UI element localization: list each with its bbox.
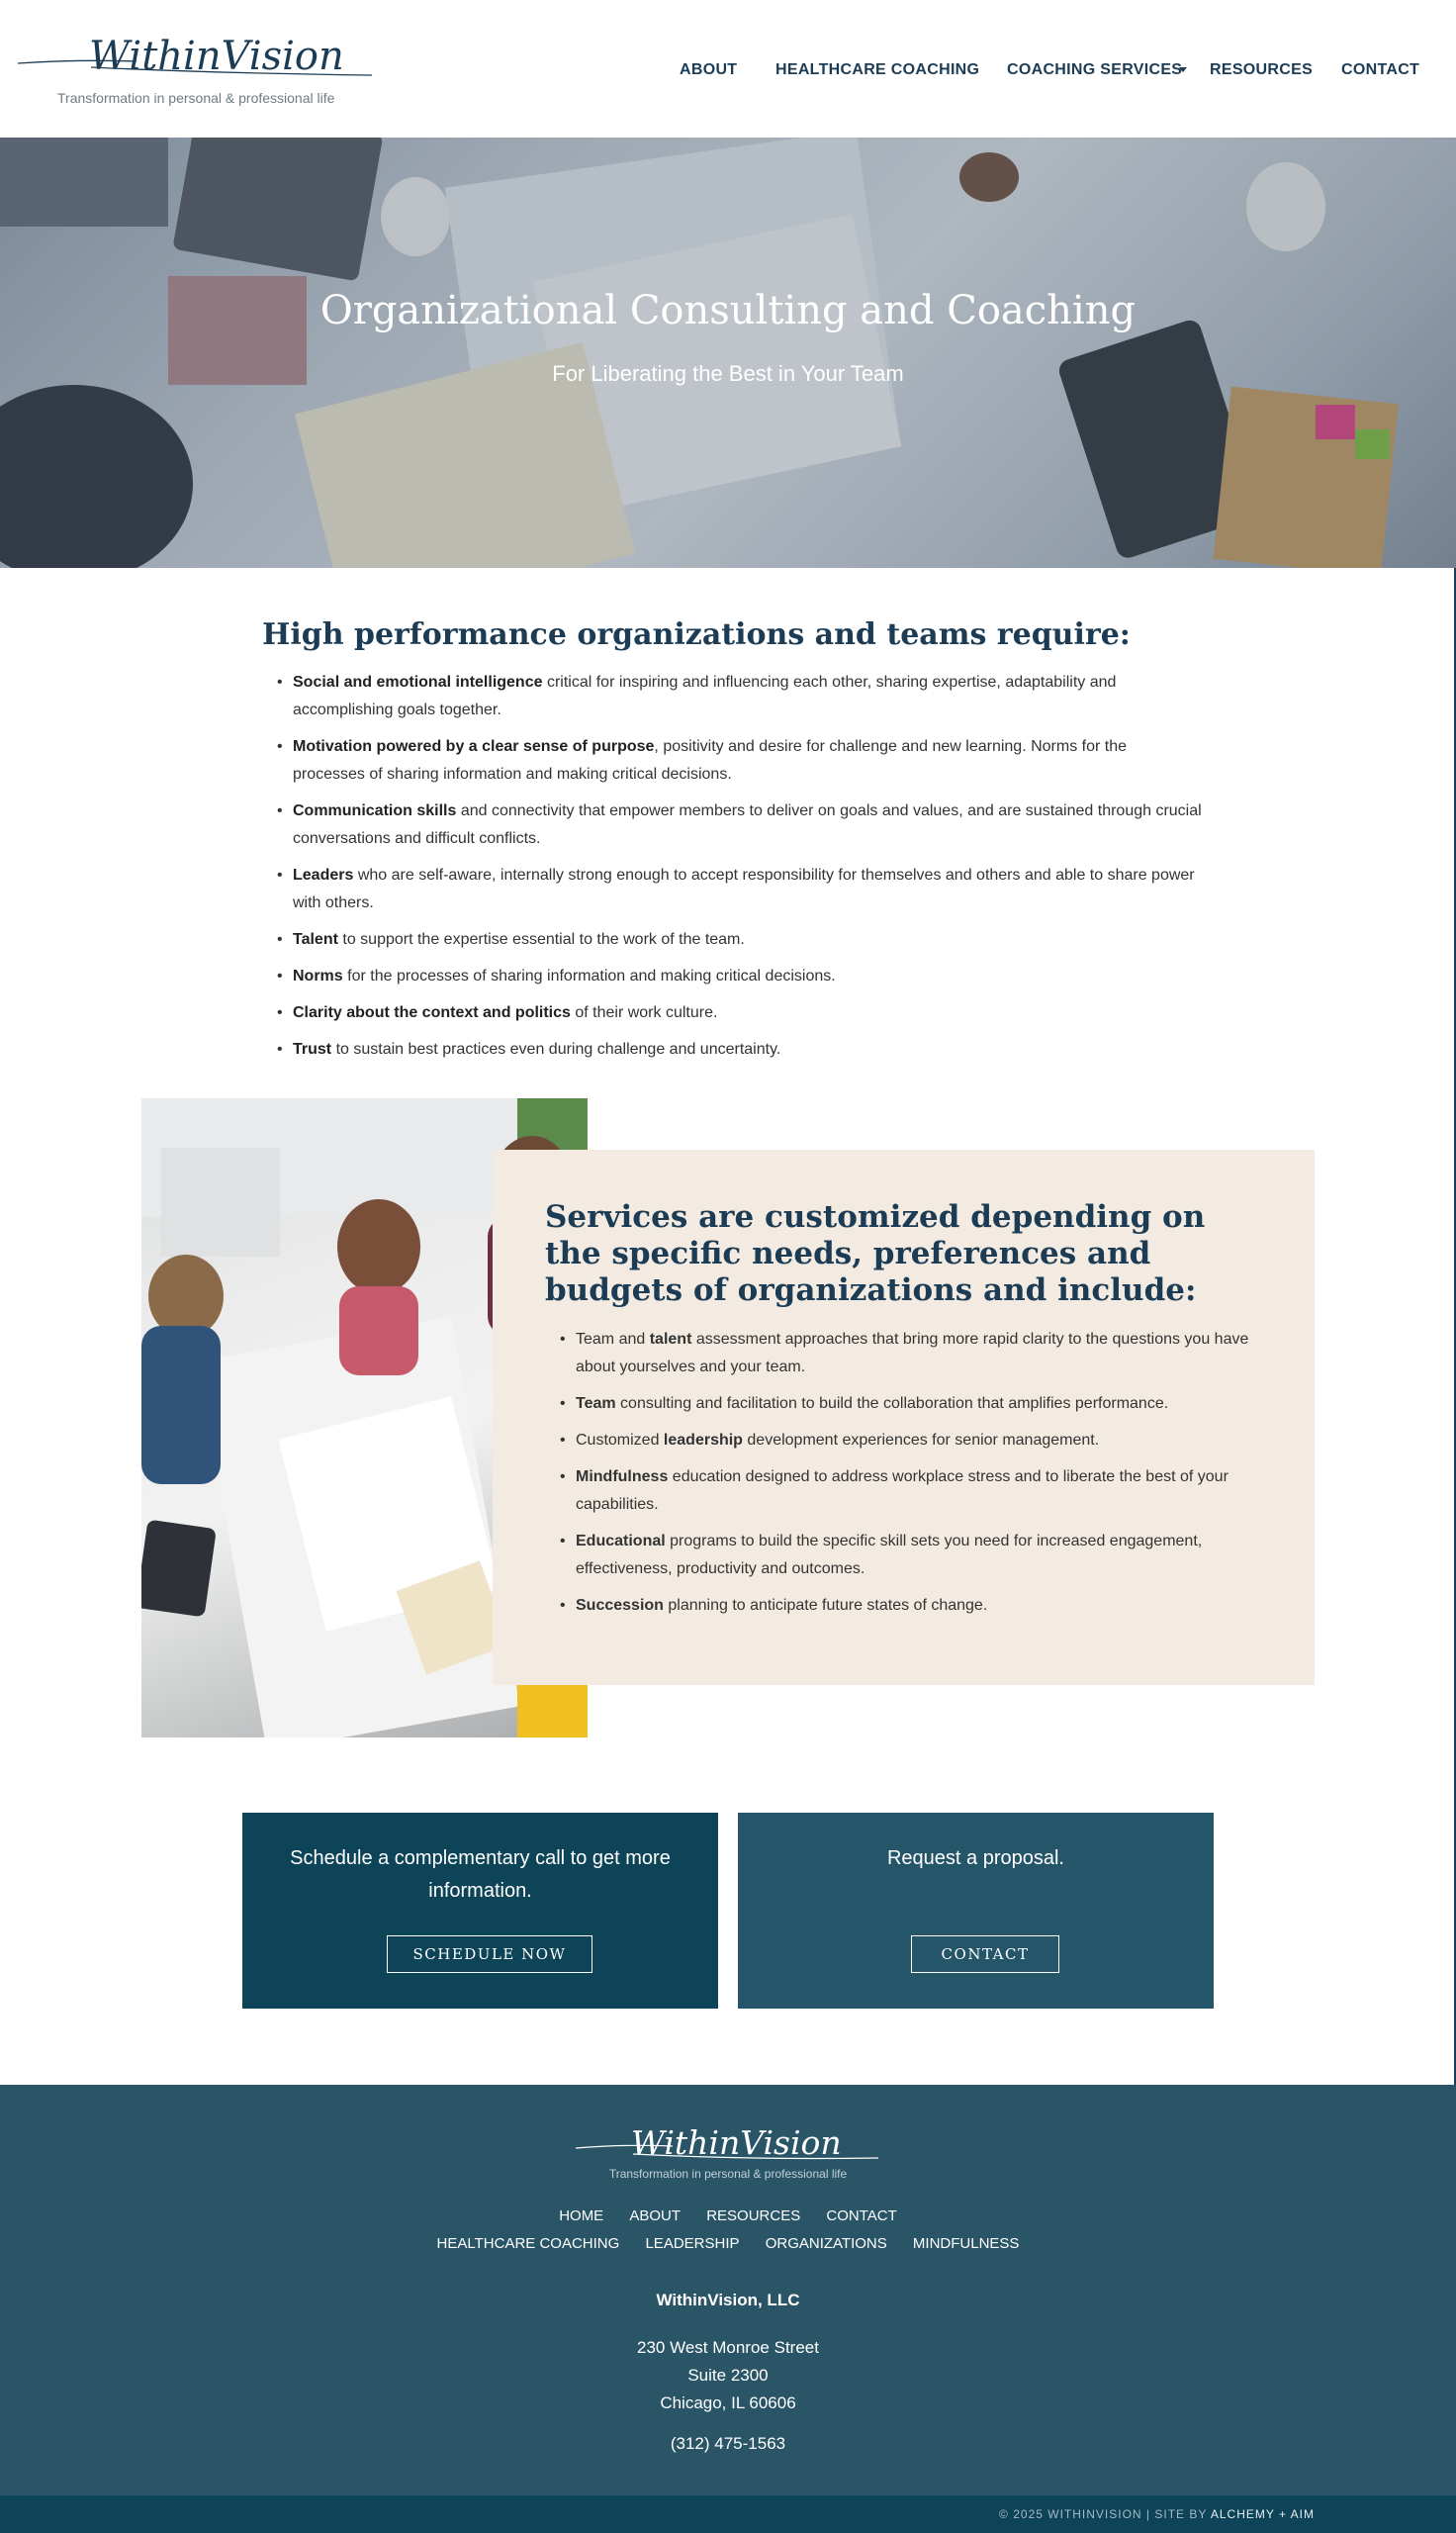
hero-title: Organizational Consulting and Coaching: [319, 288, 1137, 333]
list-item: • Succession planning to anticipate future states of change.: [576, 1592, 1268, 1620]
site-header: [0, 0, 1456, 138]
chevron-down-icon[interactable]: [1179, 67, 1187, 72]
list-item: • Norms for the processes of sharing information and making critical decisions.: [293, 963, 1203, 990]
nav-healthcare-coaching[interactable]: HEALTHCARE COACHING: [775, 61, 980, 78]
copyright-bar: [0, 2495, 1456, 2533]
proposal-cta-text: Request a proposal.: [886, 1847, 1064, 1869]
requirements-list: [293, 669, 1203, 1073]
services-heading: Services are customized depending on the specific needs, preferences and budgets of organizations and include:: [545, 1199, 1206, 1308]
site-credit-link[interactable]: ALCHEMY + AIM: [1210, 2507, 1315, 2521]
footer-company-name: WithinVision, LLC: [656, 2291, 800, 2309]
footer-logo-signature-icon: [574, 2114, 882, 2174]
footer-link-healthcare-coaching[interactable]: HEALTHCARE COACHING: [436, 2235, 620, 2252]
footer-link-about[interactable]: ABOUT: [629, 2207, 682, 2224]
hero-banner: [0, 138, 1456, 568]
list-item: • Trust to sustain best practices even during challenge and uncertainty.: [293, 1036, 1203, 1064]
svg-text:WithinVision: WithinVision: [89, 34, 344, 79]
list-item: • Mindfulness education designed to address workplace stress and to liberate the best of your capabilities.: [576, 1463, 1268, 1519]
nav-about[interactable]: ABOUT: [680, 61, 738, 78]
footer-address: [0, 2334, 1456, 2417]
services-list: [576, 1326, 1268, 1629]
logo-tagline: Transformation in personal & professional life: [57, 90, 335, 106]
list-item: • Clarity about the context and politics of their work culture.: [293, 999, 1203, 1027]
footer-nav-secondary: [0, 2235, 1456, 2252]
schedule-now-button[interactable]: SCHEDULE NOW: [387, 1935, 592, 1973]
list-item: • Team consulting and facilitation to build the collaboration that amplifies performance.: [576, 1390, 1268, 1418]
proposal-cta-card: [738, 1813, 1214, 2009]
footer-link-resources[interactable]: RESOURCES: [706, 2207, 801, 2224]
list-item: • Talent to support the expertise essential to the work of the team.: [293, 926, 1203, 954]
list-item: • Team and talent assessment approaches that bring more rapid clarity to the questions you have about yourselves and your team.: [576, 1326, 1268, 1381]
footer-tagline: Transformation in personal & professional life: [608, 2167, 848, 2181]
contact-button[interactable]: CONTACT: [911, 1935, 1059, 1973]
svg-text:WithinVision: WithinVision: [631, 2123, 842, 2162]
nav-contact[interactable]: CONTACT: [1341, 61, 1420, 78]
list-item: • Leaders who are self-aware, internally strong enough to accept responsibility for themselves and others and able to share power with others.: [293, 862, 1203, 917]
list-item: • Educational programs to build the specific skill sets you need for increased engagement, effectiveness, productivity and outcomes.: [576, 1528, 1268, 1583]
footer-nav-primary: [0, 2207, 1456, 2224]
hero-subtitle: For Liberating the Best in Your Team: [552, 361, 904, 386]
schedule-cta-card: [242, 1813, 718, 2009]
footer-phone[interactable]: (312) 475-1563: [670, 2434, 786, 2453]
footer-link-contact[interactable]: CONTACT: [826, 2207, 897, 2224]
requirements-heading: High performance organizations and teams require:: [262, 617, 1131, 652]
list-item: • Communication skills and connectivity that empower members to deliver on goals and values, and are sustained through crucial conversations and difficult conflicts.: [293, 797, 1203, 853]
footer-link-leadership[interactable]: LEADERSHIP: [645, 2235, 740, 2252]
footer-link-organizations[interactable]: ORGANIZATIONS: [765, 2235, 887, 2252]
list-item: • Customized leadership development experiences for senior management.: [576, 1427, 1268, 1454]
address-line: 230 West Monroe Street: [637, 2338, 819, 2357]
schedule-cta-text: Schedule a complementary call to get more information.: [290, 1847, 671, 1902]
hero-overlay: [0, 138, 1456, 568]
address-line: Chicago, IL 60606: [660, 2393, 796, 2412]
copyright-text: © 2025 WITHINVISION | SITE BY ALCHEMY + AIM: [999, 2507, 1315, 2521]
list-item: • Motivation powered by a clear sense of purpose, positivity and desire for challenge and new learning. Norms for the processes of sharing information and making critical decisions.: [293, 733, 1203, 789]
main-nav: [0, 61, 1456, 85]
nav-resources[interactable]: RESOURCES: [1210, 61, 1314, 78]
footer-link-home[interactable]: HOME: [559, 2207, 604, 2224]
footer-link-mindfulness[interactable]: MINDFULNESS: [912, 2235, 1020, 2252]
list-item: • Social and emotional intelligence critical for inspiring and influencing each other, sharing expertise, adaptability and accomplishing goals together.: [293, 669, 1203, 724]
address-line: Suite 2300: [687, 2366, 769, 2385]
nav-coaching-services[interactable]: COACHING SERVICES: [1007, 61, 1183, 78]
